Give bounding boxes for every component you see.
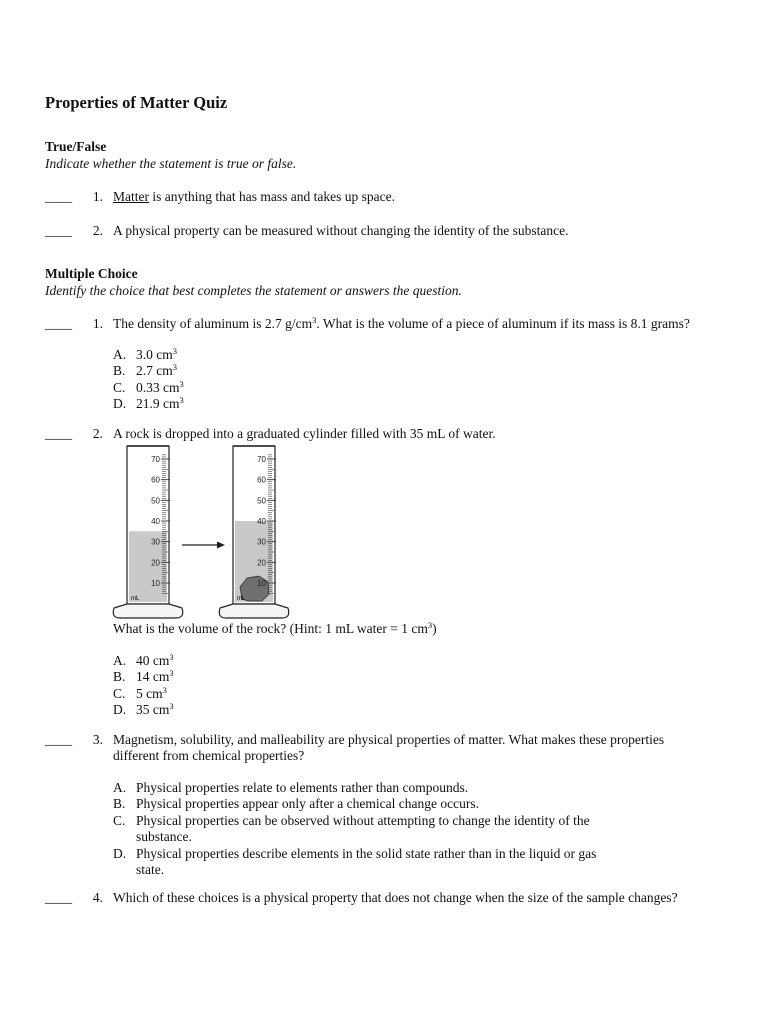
section-heading-multiple-choice: Multiple Choice [45, 266, 138, 281]
question-number: 2. [92, 426, 103, 441]
question-text: Which of these choices is a physical property that does not change when the size of the sample changes? [113, 890, 678, 905]
question-number: 1. [92, 189, 103, 204]
answer-blank[interactable]: ____ [45, 890, 72, 905]
scale-label: 70 [151, 455, 160, 464]
question-number: 4. [92, 890, 103, 905]
choice-b[interactable]: B. 2.7 $cm^3$ [113, 362, 177, 379]
section-heading-true-false: True/False [45, 139, 107, 154]
scale-label: 30 [257, 537, 266, 547]
mc-question-3-choices [113, 780, 616, 878]
scale-label: 20 [257, 558, 266, 568]
question-text: A physical property can be measured without changing the identity of the substance. [113, 223, 569, 238]
choice-a[interactable]: A. Physical properties relate to elements rather than compounds. [113, 780, 469, 795]
section-instructions-multiple-choice: Identify the choice that best completes the statement or answers the question. [45, 283, 462, 298]
scale-label: 20 [151, 558, 160, 568]
unit-label: mL [237, 596, 246, 602]
choice-b[interactable]: B. Physical properties appear only after a chemical change occurs. [113, 796, 479, 812]
question-number: 2. [92, 223, 103, 238]
question-text: The density of aluminum is 2.7 $g/cm^3$. What is the volume of a piece of aluminum if its mass is 8.1 grams? [113, 315, 690, 331]
scale-label: 60 [151, 475, 160, 485]
scale-label: 40 [257, 517, 266, 526]
mc-question-1-choices [113, 347, 616, 413]
scale-label: 10 [257, 579, 266, 588]
scale-label: 40 [151, 517, 160, 526]
choice-c[interactable]: C. 0.33 $cm^3$ [113, 378, 184, 395]
choice-d[interactable]: D. 35 $cm^3$ [113, 701, 174, 718]
choice-a[interactable]: A. 40 $cm^3$ [113, 652, 174, 668]
underlined-term: Matter [113, 189, 149, 204]
choice-a[interactable]: A. 3.0 $cm^3$ [113, 346, 177, 362]
cylinder-before [113, 446, 183, 618]
question-text: A rock is dropped into a graduated cylinder filled with 35 mL of water. [113, 426, 496, 441]
question-number: 1. [92, 316, 103, 331]
question-number: 3. [92, 732, 103, 747]
question-text: Magnetism, solubility, and malleability are physical properties of matter. What makes these properties different from chemical properties? [113, 732, 665, 763]
question-prompt: What is the volume of the rock? (Hint: 1 mL water = 1 $cm^3$) [113, 620, 437, 636]
answer-blank[interactable]: ____ [45, 316, 72, 331]
graduated-cylinders-figure [110, 442, 300, 622]
cylinder-base [113, 604, 183, 618]
answer-blank[interactable]: ____ [45, 189, 72, 204]
unit-label: mL [131, 596, 140, 602]
cylinder-after [219, 446, 289, 618]
answer-blank[interactable]: ____ [45, 223, 72, 238]
scale-label: 50 [257, 496, 266, 506]
choice-b[interactable]: B. 14 $cm^3$ [113, 668, 174, 685]
answer-blank[interactable]: ____ [45, 426, 72, 441]
scale-label: 60 [257, 475, 266, 485]
scale-label: 70 [257, 455, 266, 464]
arrow-icon [182, 542, 225, 549]
choice-d[interactable]: D. Physical properties describe elements in the solid state rather than in the liquid or gas state. [113, 845, 597, 878]
section-instructions-true-false: Indicate whether the statement is true or false. [45, 156, 297, 171]
choice-c[interactable]: C. Physical properties can be observed without attempting to change the identity of the substance. [113, 812, 590, 845]
choice-d[interactable]: D. 21.9 $cm^3$ [113, 395, 184, 412]
scale-label: 10 [151, 579, 160, 588]
scale-label: 50 [151, 496, 160, 506]
cylinder-base [219, 604, 289, 618]
scale-label: 30 [151, 537, 160, 547]
mc-question-2-choices [113, 653, 616, 719]
choice-c[interactable]: C. 5 $cm^3$ [113, 684, 167, 701]
answer-blank[interactable]: ____ [45, 732, 72, 747]
question-text: Matter is anything that has mass and takes up space. [113, 189, 395, 204]
page-title: Properties of Matter Quiz [45, 93, 228, 112]
